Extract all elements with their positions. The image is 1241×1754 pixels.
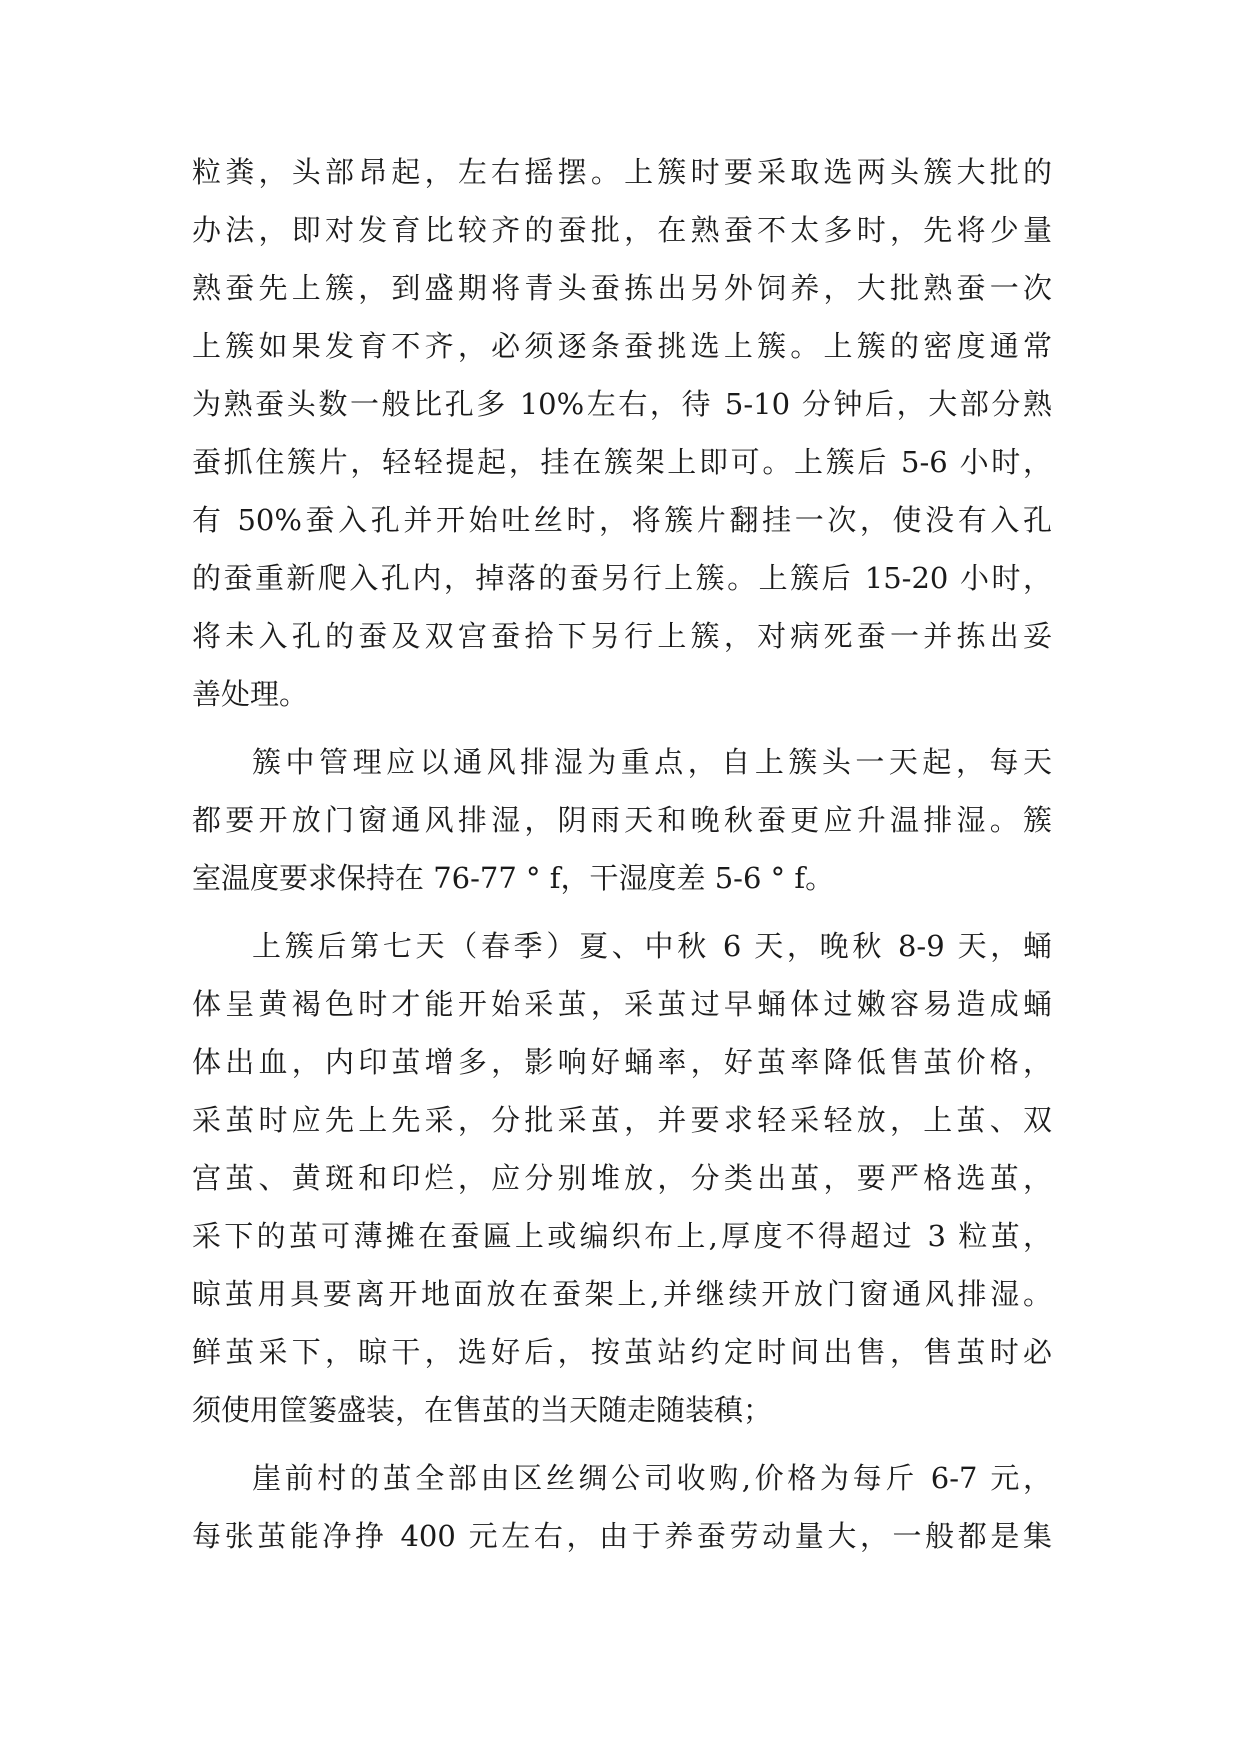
text-line: 采下的茧可薄摊在蚕匾上或编织布上,厚度不得超过 3 粒茧， xyxy=(192,1219,1052,1253)
text-line: 善处理。 xyxy=(192,677,309,711)
text-line: 有 50%蚕入孔并开始吐丝时，将簇片翻挂一次，使没有入孔 xyxy=(192,503,1052,537)
paragraph-first-line: 崖前村的茧全部由区丝绸公司收购,价格为每斤 6-7 元， xyxy=(252,1461,1052,1495)
paragraph-first-line: 簇中管理应以通风排湿为重点，自上簇头一天起，每天 xyxy=(252,745,1052,779)
text-line: 办法，即对发育比较齐的蚕批，在熟蚕不太多时，先将少量 xyxy=(192,213,1052,247)
text-line: 为熟蚕头数一般比孔多 10%左右，待 5-10 分钟后，大部分熟 xyxy=(192,387,1052,421)
text-line: 将未入孔的蚕及双宫蚕拾下另行上簇，对病死蚕一并拣出妥 xyxy=(192,619,1052,653)
text-line: 鲜茧采下，晾干，选好后，按茧站约定时间出售，售茧时必 xyxy=(192,1335,1052,1369)
text-line: 都要开放门窗通风排湿，阴雨天和晚秋蚕更应升温排湿。簇 xyxy=(192,803,1052,837)
text-line: 须使用筐篓盛装，在售茧的当天随走随装稹； xyxy=(192,1393,773,1427)
text-line: 宫茧、黄斑和印烂，应分别堆放，分类出茧，要严格选茧， xyxy=(192,1161,1052,1195)
text-line: 晾茧用具要离开地面放在蚕架上,并继续开放门窗通风排湿。 xyxy=(192,1277,1052,1311)
text-line: 上簇如果发育不齐，必须逐条蚕挑选上簇。上簇的密度通常 xyxy=(192,329,1052,363)
text-line: 粒粪，头部昂起，左右摇摆。上簇时要采取选两头簇大批的 xyxy=(192,155,1052,189)
text-line: 的蚕重新爬入孔内，掉落的蚕另行上簇。上簇后 15-20 小时， xyxy=(192,561,1052,595)
paragraph-first-line: 上簇后第七天（春季）夏、中秋 6 天，晚秋 8-9 天，蛹 xyxy=(252,929,1052,963)
text-line: 体出血，内印茧增多，影响好蛹率，好茧率降低售茧价格， xyxy=(192,1045,1052,1079)
text-line: 室温度要求保持在 76-77 ° f，干湿度差 5-6 ° f。 xyxy=(192,861,835,895)
text-line: 熟蚕先上簇，到盛期将青头蚕拣出另外饲养，大批熟蚕一次 xyxy=(192,271,1052,305)
text-line: 每张茧能净挣 400 元左右，由于养蚕劳动量大，一般都是集 xyxy=(192,1519,1052,1553)
text-line: 采茧时应先上先采，分批采茧，并要求轻采轻放，上茧、双 xyxy=(192,1103,1052,1137)
text-line: 蚕抓住簇片，轻轻提起，挂在簇架上即可。上簇后 5-6 小时， xyxy=(192,445,1052,479)
text-line: 体呈黄褐色时才能开始采茧，采茧过早蛹体过嫩容易造成蛹 xyxy=(192,987,1052,1021)
